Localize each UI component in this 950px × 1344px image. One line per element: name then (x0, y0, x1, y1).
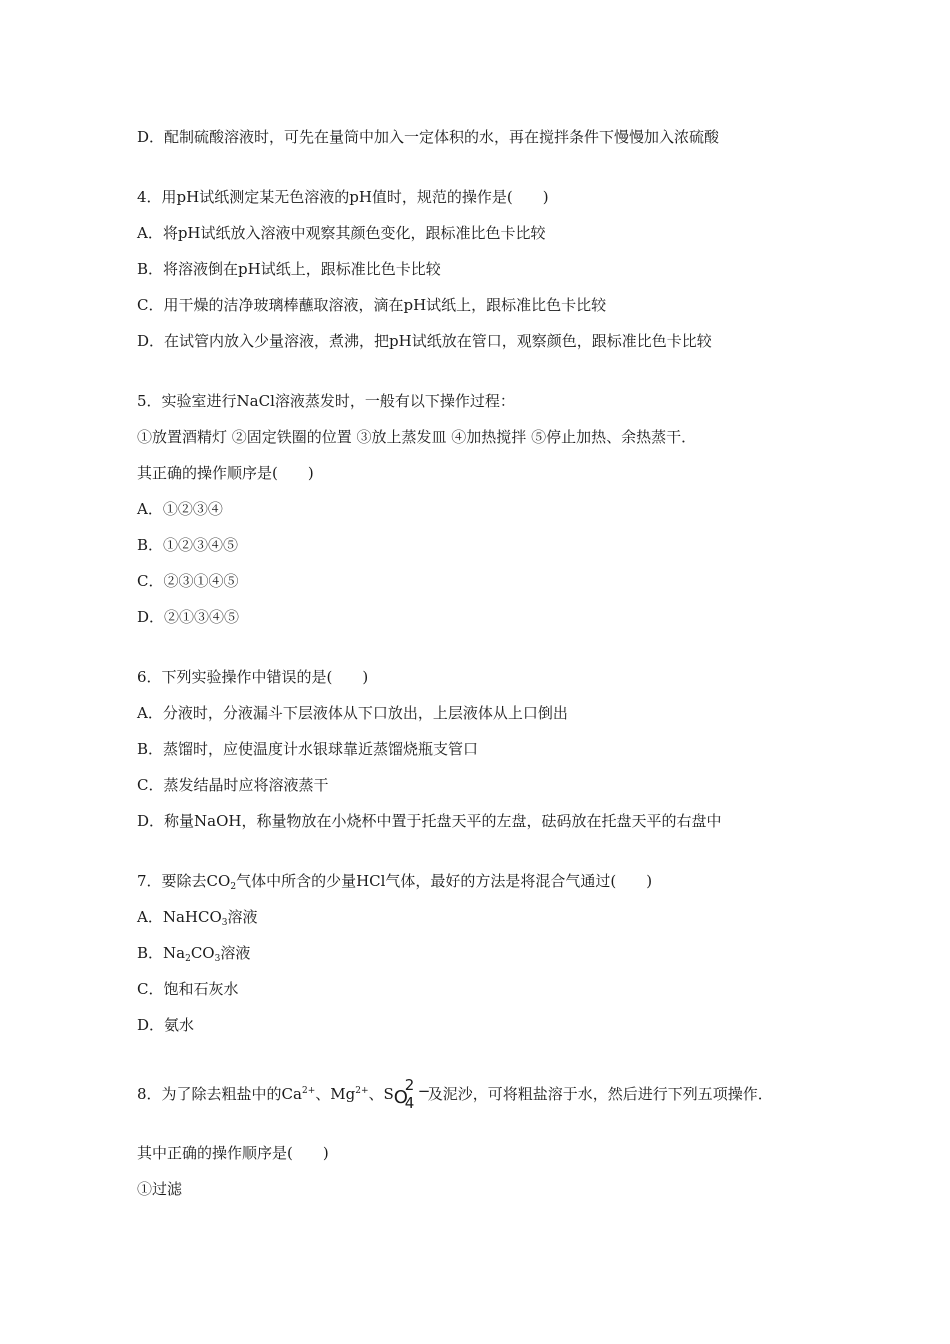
q4-option-b: B．将溶液倒在pH试纸上，跟标准比色卡比较 (137, 260, 441, 278)
q4-option-a: A．将pH试纸放入溶液中观察其颜色变化，跟标准比色卡比较 (137, 224, 546, 242)
q5-option-a: A．①②③④ (137, 500, 223, 518)
q7-option-b: B．$Na_2CO_3$溶液 (137, 944, 251, 964)
q6-option-a: A．分液时，分液漏斗下层液体从下口放出，上层液体从上口倒出 (137, 704, 568, 722)
q3-option-d: D．配制硫酸溶液时，可先在量筒中加入一定体积的水，再在搅拌条件下慢慢加入浓硫酸 (137, 128, 720, 146)
q6-stem: 6．下列实验操作中错误的是( ) (137, 668, 369, 686)
q5-stem: 5．实验室进行NaCl溶液蒸发时，一般有以下操作过程： (137, 392, 515, 410)
q7-stem: 7．要除去$CO_2$气体中所含的少量HCl气体，最好的方法是将混合气通过( ) (137, 872, 653, 892)
q8-question: 其中正确的操作顺序是( ) (137, 1144, 329, 1162)
q5-question: 其正确的操作顺序是( ) (137, 464, 314, 482)
q5-option-d: D．②①③④⑤ (137, 608, 240, 626)
q6-option-d: D．称量NaOH，称量物放在小烧杯中置于托盘天平的左盘，砝码放在托盘天平的右盘中 (137, 812, 722, 830)
q7-option-a: A．NaHCO$_3$溶液 (137, 908, 258, 928)
q8-stem: 8．为了除去粗盐中的$Ca^{2+}$、$Mg^{2+}$、S O 4 2 − 及泥沙，可将粗盐溶于水，然后进行下列五项操作． (137, 1076, 773, 1112)
q6-option-b: B．蒸馏时，应使温度计水银球靠近蒸馏烧瓶支管口 (137, 740, 479, 758)
q4-option-d: D．在试管内放入少量溶液，煮沸，把pH试纸放在管口，观察颜色，跟标准比色卡比较 (137, 332, 712, 350)
q5-option-c: C．②③①④⑤ (137, 572, 239, 590)
sulfate-formula: O 4 2 − (393, 1076, 431, 1112)
q5-option-b: B．①②③④⑤ (137, 536, 239, 554)
q8-step-1: ①过滤 (137, 1180, 183, 1198)
q7-option-c: C．饱和石灰水 (137, 980, 239, 998)
q7-option-d: D．氨水 (137, 1016, 195, 1034)
q4-stem: 4．用pH试纸测定某无色溶液的pH值时，规范的操作是( ) (137, 188, 549, 206)
q6-option-c: C．蒸发结晶时应将溶液蒸干 (137, 776, 329, 794)
q4-option-c: C．用干燥的洁净玻璃棒蘸取溶液，滴在pH试纸上，跟标准比色卡比较 (137, 296, 607, 314)
q5-steps: ①放置酒精灯 ②固定铁圈的位置 ③放上蒸发皿 ④加热搅拌 ⑤停止加热、余热蒸干． (137, 428, 697, 446)
